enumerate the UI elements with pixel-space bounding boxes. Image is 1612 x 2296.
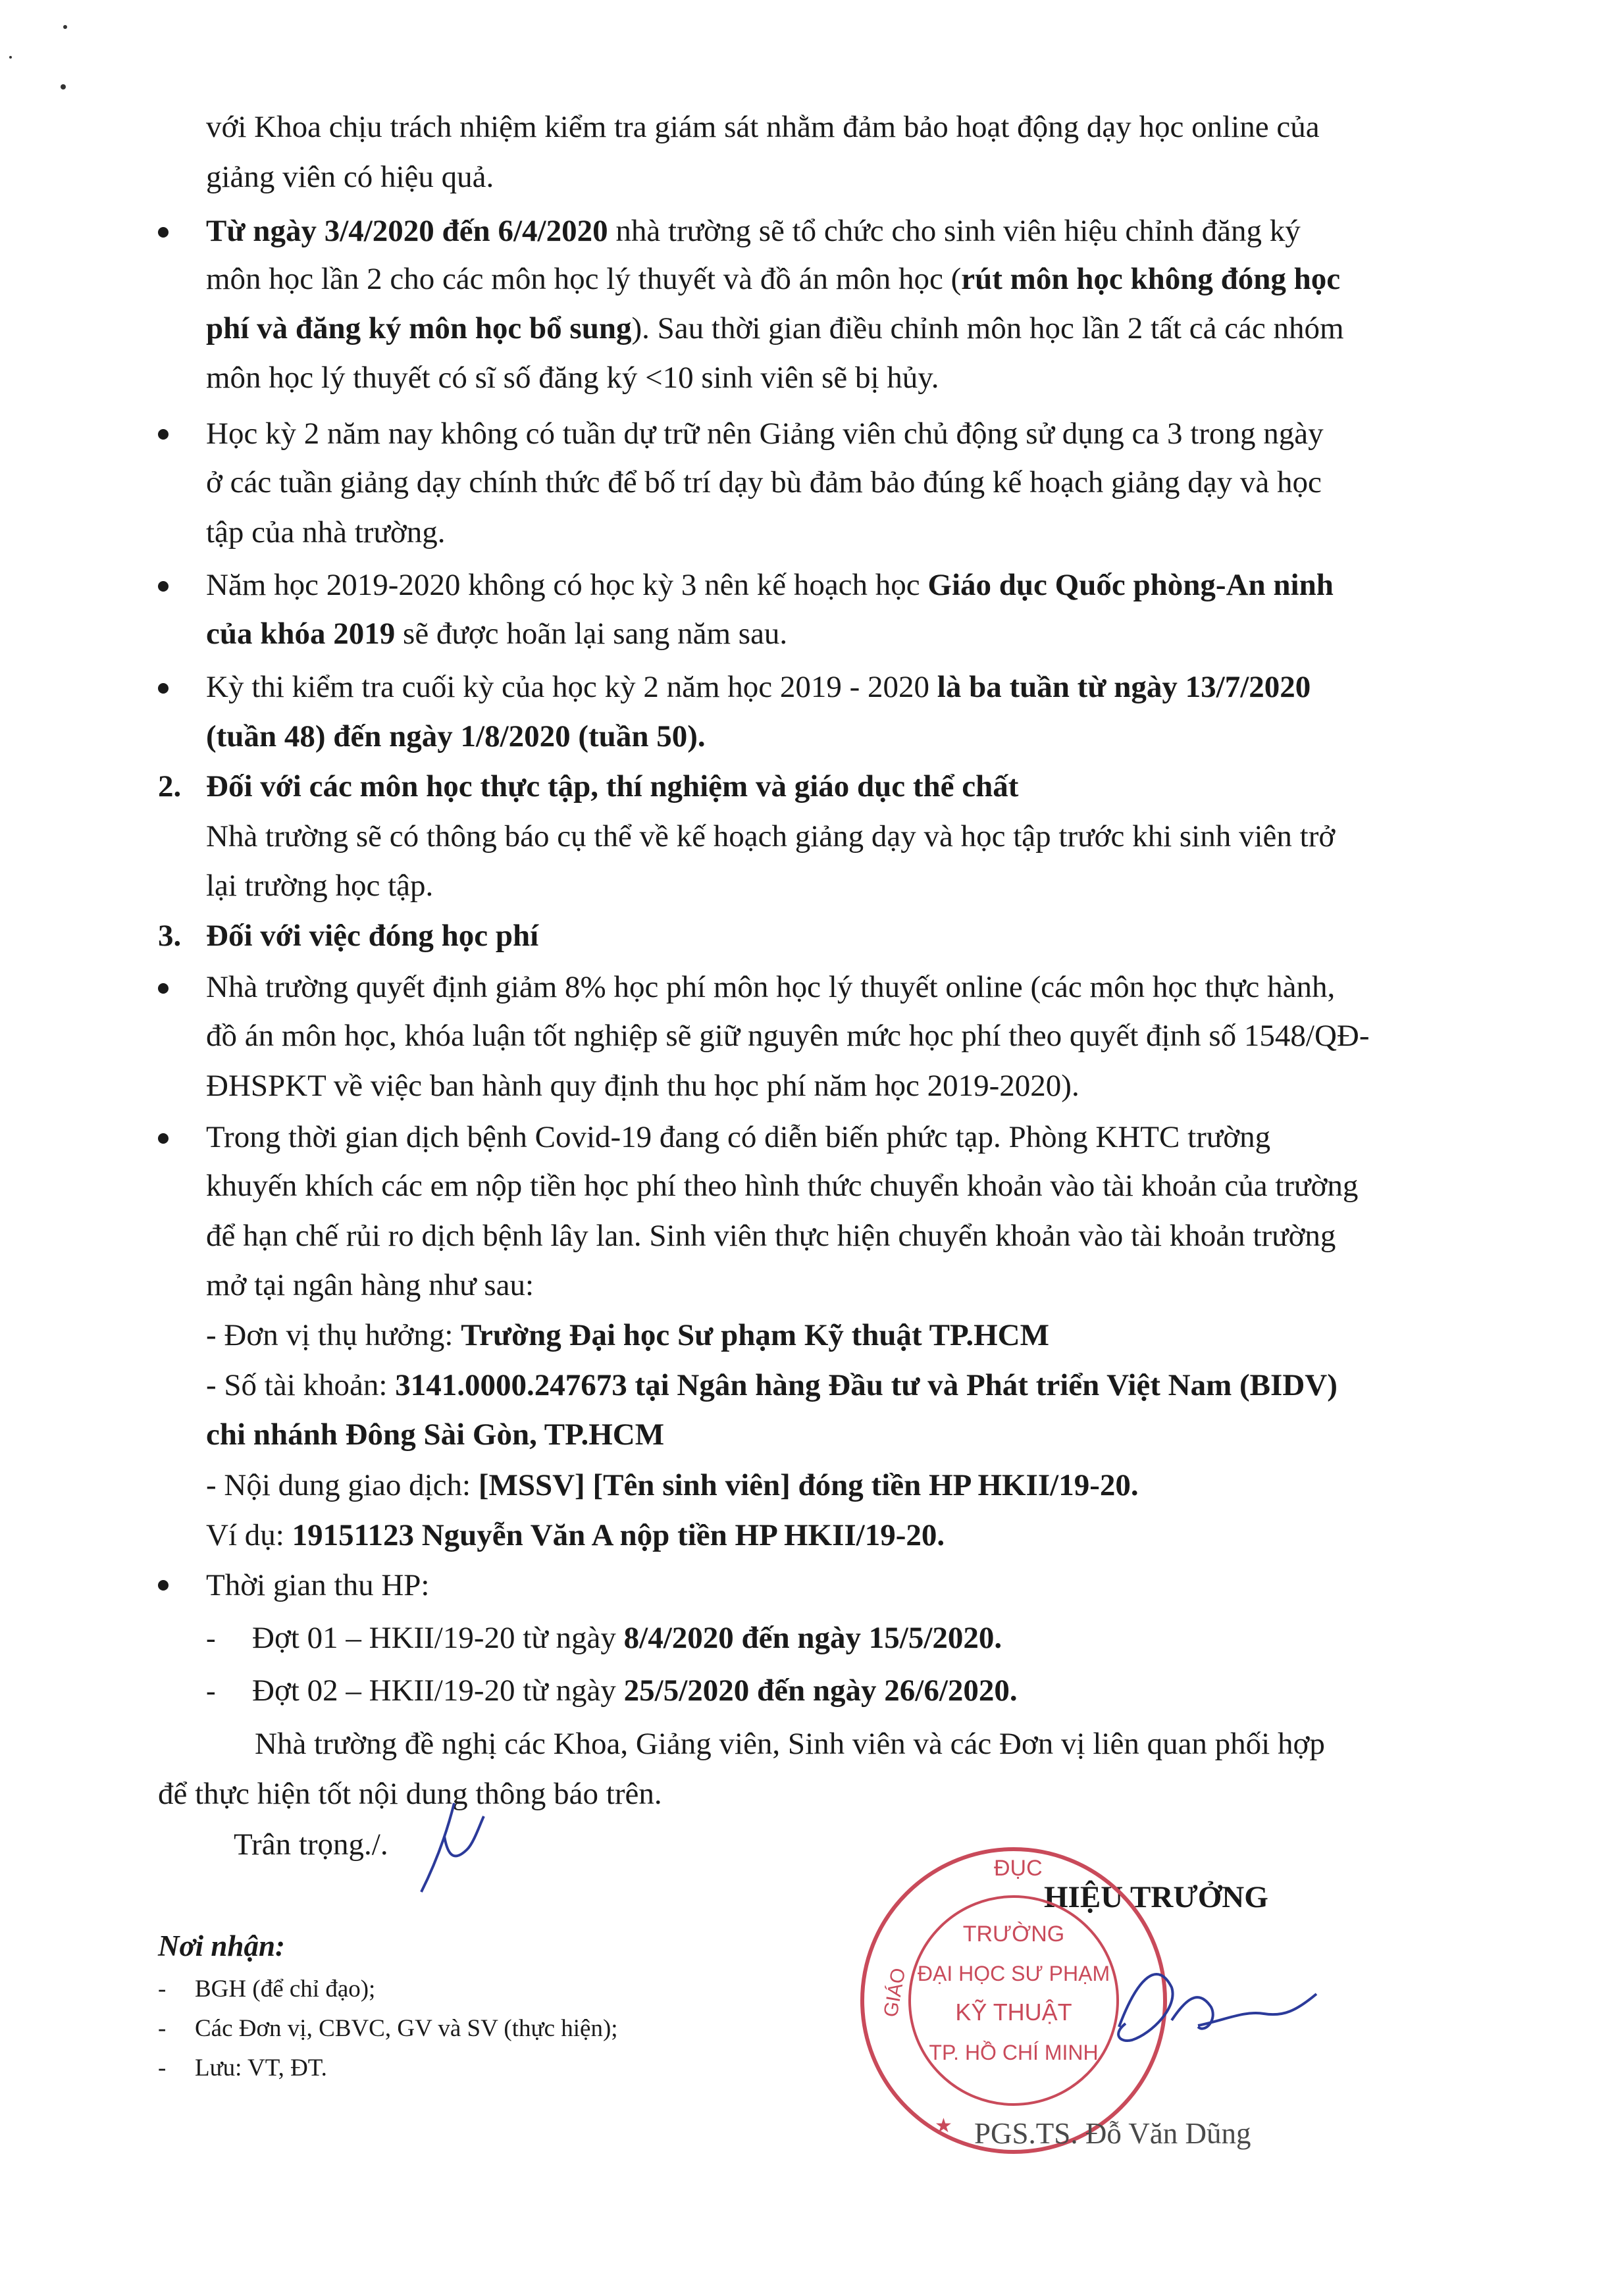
closing-line-2: để thực hiện tốt nội dung thông báo trên. [158,1777,662,1811]
recipient-dash: - [158,2015,167,2042]
signature-title: HIỆU TRƯỞNG [1044,1880,1268,1914]
bullet-icon [158,1133,169,1144]
bullet1-line-1: Từ ngày 3/4/2020 đến 6/4/2020 nhà trường sẽ tổ chức cho sinh viên hiệu chỉnh đăng ký [206,214,1301,248]
stamp-inner-4: TP. HỒ CHÍ MINH [929,2041,1099,2064]
bullet2-line-2: ở các tuần giảng dạy chính thức để bố trí dạy bù đảm bảo đúng kế hoạch giảng dạy và học [206,465,1322,499]
payment-account: - Số tài khoản: 3141.0000.247673 tại Ngân hàng Đầu tư và Phát triển Việt Nam (BIDV) [206,1368,1338,1402]
stamp-inner-2: ĐẠI HỌC SƯ PHẠM [917,1962,1110,1985]
recipient-dash: - [158,1976,167,2003]
payment-example: Ví dụ: 19151123 Nguyễn Văn A nộp tiền HP HKII/19-20. [206,1518,945,1552]
bullet-icon [158,581,169,592]
bullet-icon [158,227,169,238]
payment-branch: chi nhánh Đông Sài Gòn, TP.HCM [206,1417,665,1452]
bullet4-line-1: Kỳ thi kiểm tra cuối kỳ của học kỳ 2 năm học 2019 - 2020 là ba tuần từ ngày 13/7/2020 [206,670,1311,704]
scan-speck [9,56,12,59]
bullet6-line-4: mở tại ngân hàng như sau: [206,1268,534,1302]
bullet2-line-3: tập của nhà trường. [206,515,446,549]
bullet1-line-2: môn học lần 2 cho các môn học lý thuyết và đồ án môn học (rút môn học không đóng học [206,262,1341,296]
schedule-dash: - [206,1675,216,1707]
bullet3-line-1: Năm học 2019-2020 không có học kỳ 3 nên kế hoạch học Giáo dục Quốc phòng-An ninh [206,568,1334,602]
signer-name: PGS.TS. Đỗ Văn Dũng [974,2117,1251,2150]
bullet6-line-1: Trong thời gian dịch bệnh Covid-19 đang có diễn biến phức tạp. Phòng KHTC trường [206,1120,1271,1154]
scan-speck [63,25,67,29]
bullet5-line-3: ĐHSPKT về việc ban hành quy định thu học phí năm học 2019-2020). [206,1069,1079,1103]
stamp-star: ★ [935,2115,952,2137]
schedule-dash: - [206,1622,216,1654]
handwritten-signature [1093,1948,1330,2079]
intro-line-2: giảng viên có hiệu quả. [206,160,494,194]
scan-speck [61,84,66,89]
closing-regards: Trân trọng./. [234,1827,388,1862]
bullet6-line-3: để hạn chế rủi ro dịch bệnh lây lan. Sinh viên thực hiện chuyển khoản vào tài khoản trường [206,1219,1336,1253]
bullet-icon [158,429,169,440]
stamp-inner-3: KỸ THUẬT [955,1999,1072,2026]
schedule-period-1: Đợt 01 – HKII/19-20 từ ngày 8/4/2020 đến ngày 15/5/2020. [252,1621,1002,1655]
closing-line-1: Nhà trường đề nghị các Khoa, Giảng viên, Sinh viên và các Đơn vị liên quan phối hợp [255,1727,1325,1761]
bullet6-line-2: khuyến khích các em nộp tiền học phí theo hình thức chuyển khoản vào tài khoản của trường [206,1169,1359,1203]
payment-beneficiary: - Đơn vị thụ hưởng: Trường Đại học Sư phạm Kỹ thuật TP.HCM [206,1318,1049,1352]
recipient-dash: - [158,2054,167,2081]
stamp-outer-top: ĐỤC [994,1856,1043,1881]
bullet-icon [158,1580,169,1591]
bullet4-line-2: (tuần 48) đến ngày 1/8/2020 (tuần 50). [206,719,706,753]
stamp-inner-1: TRƯỜNG [962,1922,1065,1947]
recipient-item-2: Các Đơn vị, CBVC, GV và SV (thực hiện); [195,2015,618,2042]
section2-title: Đối với các môn học thực tập, thí nghiệm và giáo dục thể chất [206,769,1019,804]
recipient-item-3: Lưu: VT, ĐT. [195,2054,327,2081]
bullet-icon [158,683,169,694]
bullet5-line-1: Nhà trường quyết định giảm 8% học phí môn học lý thuyết online (các môn học thực hành, [206,970,1336,1004]
bullet-icon [158,983,169,994]
schedule-period-2: Đợt 02 – HKII/19-20 từ ngày 25/5/2020 đến ngày 26/6/2020. [252,1673,1018,1708]
bullet1-line-4: môn học lý thuyết có sĩ số đăng ký <10 sinh viên sẽ bị hủy. [206,361,939,395]
recipient-item-1: BGH (để chỉ đạo); [195,1976,376,2003]
bullet2-line-1: Học kỳ 2 năm nay không có tuần dự trữ nên Giảng viên chủ động sử dụng ca 3 trong ngày [206,417,1324,451]
bullet5-line-2: đồ án môn học, khóa luận tốt nghiệp sẽ giữ nguyên mức học phí theo quyết định số 1548/QĐ- [206,1019,1370,1053]
intro-line-1: với Khoa chịu trách nhiệm kiểm tra giám sát nhằm đảm bảo hoạt động dạy học online của [206,110,1320,144]
bullet1-line-3: phí và đăng ký môn học bổ sung). Sau thời gian điều chỉnh môn học lần 2 tất cả các nhóm [206,311,1344,345]
bullet3-line-2: của khóa 2019 sẽ được hoãn lại sang năm sau. [206,617,788,651]
stamp-outer-left: GIÁO [879,1966,910,2019]
payment-content: - Nội dung giao dịch: [MSSV] [Tên sinh viên] đóng tiền HP HKII/19-20. [206,1468,1139,1502]
section2-line-1: Nhà trường sẽ có thông báo cụ thể về kế hoạch giảng dạy và học tập trước khi sinh viên trở [206,819,1336,854]
recipients-title: Nơi nhận: [158,1929,285,1962]
section3-title: Đối với việc đóng học phí [206,919,539,953]
initial-mark [408,1797,494,1895]
section2-line-2: lại trường học tập. [206,869,434,903]
section3-number: 3. [158,919,182,953]
section2-number: 2. [158,769,182,804]
schedule-title: Thời gian thu HP: [206,1568,430,1602]
